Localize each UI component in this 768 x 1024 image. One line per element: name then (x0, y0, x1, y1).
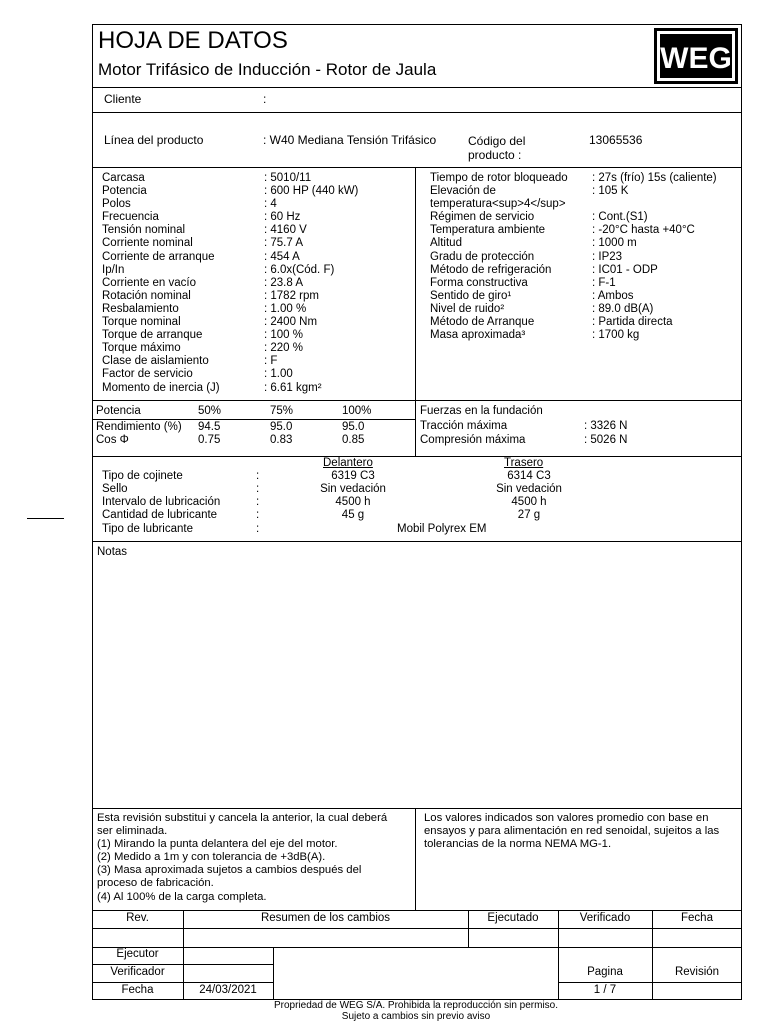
compression-label: Compresión máxima (420, 434, 526, 446)
efficiency-label: Rendimiento (%) (96, 421, 182, 433)
load-percent-100: 100% (342, 405, 372, 417)
spec-label: Clase de aislamiento (102, 355, 209, 368)
spec-label: Momento de inercia (J) (102, 381, 220, 394)
spec-value: : Partida directa (592, 316, 673, 329)
verified-header: Verificado (579, 912, 631, 924)
efficiency-100: 95.0 (342, 421, 365, 433)
footnote-line: tolerancias de la norma NEMA MG-1. (424, 838, 612, 851)
footer-line-1: Propriedad de WEG S/A. Prohibida la reproducción sin permiso. (273, 1000, 559, 1011)
spec-value: : 100 % (264, 329, 303, 342)
spec-value: : 454 A (264, 250, 300, 263)
spec-value: : F-1 (592, 276, 616, 289)
load-percent-50: 50% (198, 405, 222, 417)
product-code-label: Código del producto : (468, 134, 526, 162)
lube-type-sep: : (256, 523, 260, 535)
spec-value: : 1.00 % (264, 302, 307, 315)
footnote-line: (4) Al 100% de la carga completa. (97, 890, 267, 903)
spec-right-values (592, 172, 717, 342)
load-header-label: Potencia (96, 405, 141, 417)
spec-left-values (264, 172, 358, 395)
spec-value: : 1000 m (592, 237, 637, 250)
date-value: 24/03/2021 (199, 984, 257, 996)
date-header: Fecha (681, 912, 713, 924)
bearing-front-header: Delantero (323, 457, 373, 469)
spec-value: : 60 Hz (264, 211, 301, 224)
product-line-label: Línea del producto (104, 133, 204, 147)
bearing-rear-value: 27 g (517, 509, 541, 521)
spec-label: Torque de arranque (102, 329, 203, 342)
efficiency-50: 94.5 (198, 421, 221, 433)
bearing-front-value: Sin vedación (320, 483, 386, 495)
spec-label: Corriente de arranque (102, 250, 215, 263)
spec-value: : 23.8 A (264, 276, 304, 289)
spec-label: Rotación nominal (102, 289, 191, 302)
footnote-line: (1) Mirando la punta delantera del eje del motor. (97, 838, 338, 851)
spec-value: : 6.61 kgm² (264, 381, 322, 394)
footer-line-2: Sujeto a cambios sin previo aviso (341, 1011, 491, 1022)
bearing-row-sep: : (256, 470, 260, 482)
efficiency-75: 95.0 (270, 421, 293, 433)
spec-value: : 105 K (592, 185, 629, 198)
spec-label: Potencia (102, 185, 147, 198)
spec-value: : Cont.(S1) (592, 211, 648, 224)
bearing-row-sep: : (256, 483, 260, 495)
load-percent-75: 75% (270, 405, 294, 417)
footnote-line: Esta revisión substitui y cancela la anterior, la cual deberá (97, 812, 388, 824)
product-line-value: : W40 Mediana Tensión Trifásico (263, 133, 437, 147)
bearing-row-label: Sello (102, 483, 128, 495)
compression-value: : 5026 N (584, 434, 628, 446)
spec-value: : IP23 (592, 250, 623, 263)
executor-label: Ejecutor (116, 948, 159, 960)
footnote-line: (3) Masa aproximada sujetos a cambios después del (97, 864, 362, 877)
bearing-rear-value: 6314 C3 (507, 470, 551, 482)
rev-header: Rev. (126, 912, 149, 924)
spec-value: : IC01 - ODP (592, 263, 658, 276)
bearing-front-value: 6319 C3 (331, 470, 375, 482)
spec-label: Temperatura ambiente (430, 224, 546, 237)
spec-label: Método de refrigeración (430, 263, 552, 276)
spec-value: : 4 (264, 198, 277, 211)
spec-label: Carcasa (102, 172, 145, 184)
spec-label: Nivel de ruido² (430, 302, 505, 315)
lube-type-label: Tipo de lubricante (102, 523, 193, 535)
page-value: 1 / 7 (593, 984, 617, 996)
spec-label: temperatura<sup>4</sup> (430, 198, 566, 211)
margin-mark (27, 518, 64, 519)
client-sep: : (263, 92, 267, 106)
bearing-front-value: 45 g (341, 509, 365, 521)
spec-label: Resbalamiento (102, 302, 179, 315)
spec-label: Torque máximo (102, 342, 181, 355)
spec-value: : 89.0 dB(A) (592, 302, 654, 315)
foundation-title: Fuerzas en la fundación (420, 405, 543, 417)
spec-value: : 600 HP (440 kW) (264, 185, 359, 198)
summary-header: Resumen de los cambios (260, 912, 391, 924)
footnotes-right (424, 812, 719, 851)
client-label: Cliente (104, 92, 142, 106)
spec-label: Torque nominal (102, 316, 181, 329)
spec-label: Altitud (430, 237, 462, 250)
spec-value: : 5010/11 (264, 172, 312, 184)
page-title: HOJA DE DATOS (98, 27, 288, 54)
spec-label: Factor de servicio (102, 368, 193, 381)
bearing-row-sep: : (256, 496, 260, 508)
spec-label: Régimen de servicio (430, 211, 535, 224)
page-subtitle: Motor Trifásico de Inducción - Rotor de Jaula (98, 60, 437, 79)
spec-value: : Ambos (592, 289, 634, 302)
cosphi-50: 0.75 (198, 434, 221, 446)
cosphi-100: 0.85 (342, 434, 365, 446)
bearing-rear-header: Trasero (504, 457, 544, 469)
spec-value: : 27s (frío) 15s (caliente) (592, 172, 717, 184)
footnote-line: ser eliminada. (97, 825, 168, 838)
spec-right-labels (430, 172, 568, 342)
traction-label: Tracción máxima (420, 420, 508, 432)
footnote-line: (2) Medido a 1m y con tolerancia de +3dB(A). (97, 851, 326, 864)
spec-value: : 75.7 A (264, 237, 304, 250)
spec-label: Polos (102, 198, 131, 211)
spec-label: Frecuencia (102, 211, 159, 224)
footnote-line: Los valores indicados son valores promedio con base en (424, 812, 709, 824)
spec-value: : 1700 kg (592, 329, 640, 342)
spec-label: Forma constructiva (430, 276, 528, 289)
spec-value (592, 198, 717, 211)
spec-value: : 2400 Nm (264, 316, 318, 329)
spec-value: : 220 % (264, 342, 303, 355)
verifier-label: Verificador (110, 966, 165, 978)
spec-value: : 6.0x(Cód. F) (264, 263, 335, 276)
spec-label: Elevación de (430, 185, 496, 198)
product-code-value: 13065536 (589, 133, 643, 147)
spec-label: Masa aproximada³ (430, 329, 526, 342)
spec-value: : 4160 V (264, 224, 307, 237)
weg-logo (654, 28, 738, 84)
spec-label: Ip/In (102, 263, 125, 276)
traction-value: : 3326 N (584, 420, 628, 432)
weg-logo-icon (654, 28, 738, 84)
spec-label: Corriente nominal (102, 237, 193, 250)
spec-left-labels (102, 172, 220, 395)
executed-header: Ejecutado (487, 912, 539, 924)
spec-label: Sentido de giro¹ (430, 289, 512, 302)
notes-title: Notas (97, 546, 128, 558)
svg-text:WEG: WEG (660, 42, 732, 75)
page-label: Pagina (587, 966, 623, 978)
bearing-rear-value: Sin vedación (496, 483, 562, 495)
spec-label: Método de Arranque (430, 316, 535, 329)
spec-label: Tiempo de rotor bloqueado (430, 172, 568, 184)
spec-value: : 1782 rpm (264, 289, 319, 302)
cosphi-label: Cos Φ (96, 434, 129, 446)
bearing-row-label: Cantidad de lubricante (102, 509, 218, 521)
spec-label: Tensión nominal (102, 224, 186, 237)
footnote-line: ensayos y para alimentación en red senoidal, sujeitos a las (424, 825, 720, 838)
revision-label: Revisión (674, 966, 720, 978)
spec-label: Corriente en vacío (102, 276, 196, 289)
spec-value: : 1.00 (264, 368, 293, 381)
bearing-row-label: Tipo de cojinete (102, 470, 183, 482)
bearing-front-value: 4500 h (335, 496, 371, 508)
footnotes-left (97, 812, 387, 904)
cosphi-75: 0.83 (270, 434, 293, 446)
spec-label: Gradu de protección (430, 250, 535, 263)
spec-value: : F (264, 355, 278, 368)
spec-value: : -20°C hasta +40°C (592, 224, 695, 237)
date-label: Fecha (121, 984, 154, 996)
lube-type-value: Mobil Polyrex EM (397, 523, 487, 535)
bearing-rear-value: 4500 h (511, 496, 547, 508)
footnote-line: proceso de fabricación. (97, 877, 214, 890)
bearing-row-label: Intervalo de lubricación (102, 496, 221, 508)
bearing-row-sep: : (256, 509, 260, 521)
